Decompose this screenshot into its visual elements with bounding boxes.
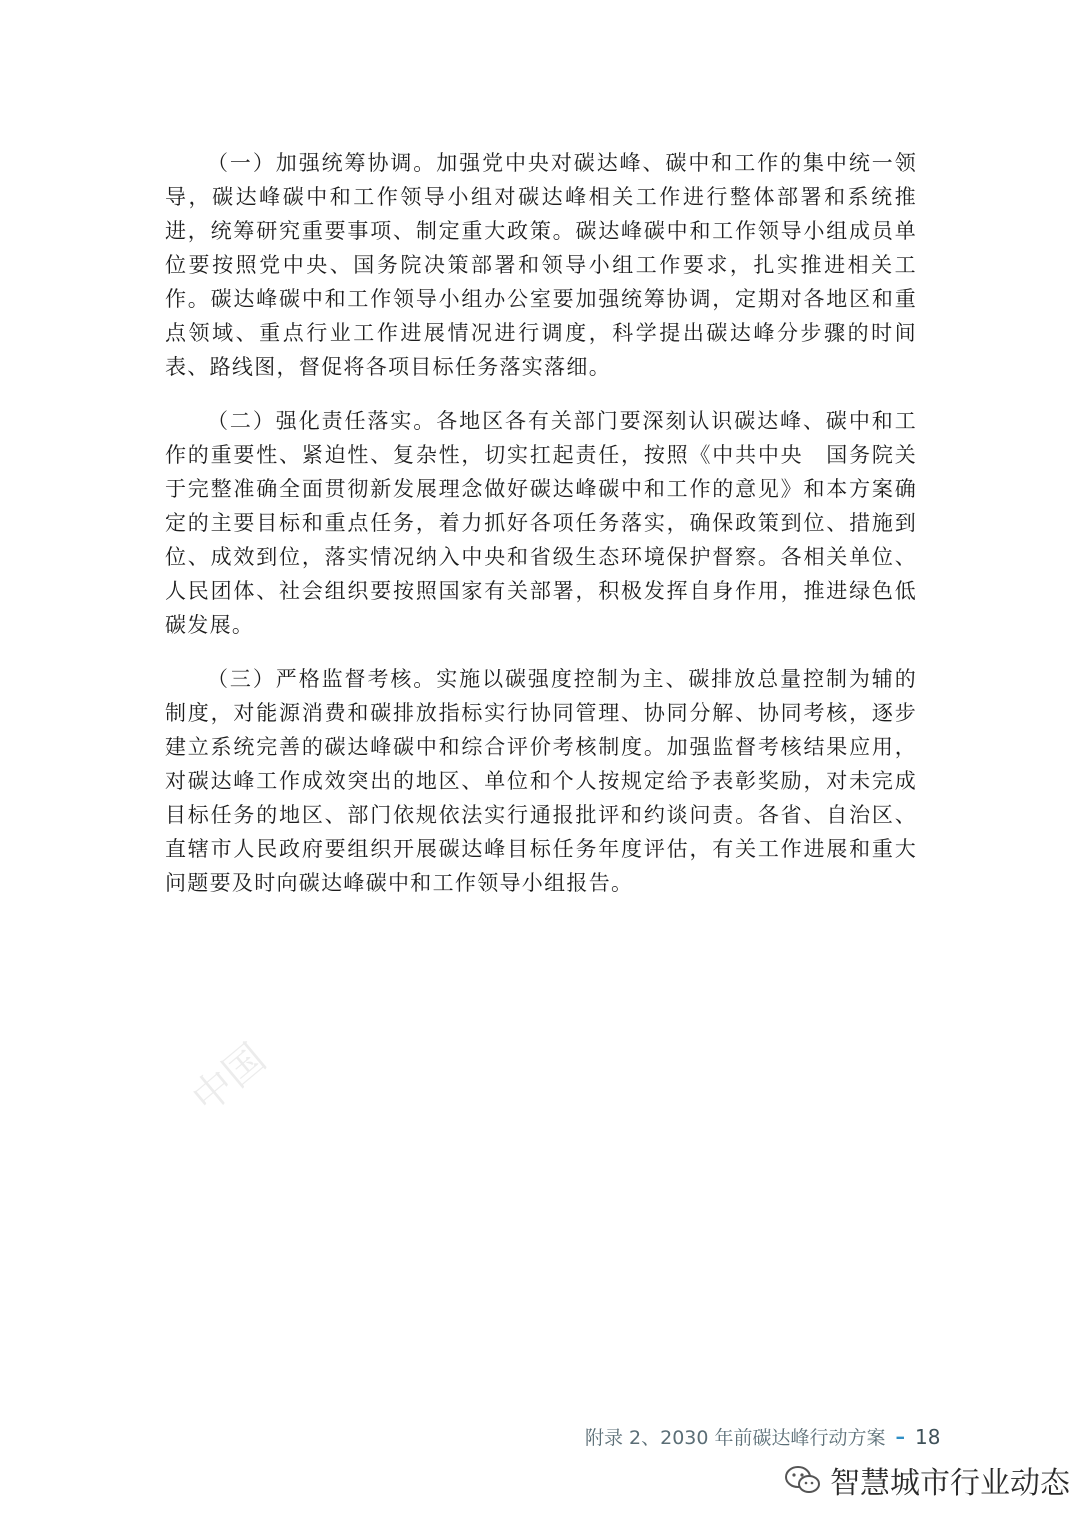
footer-title: 附录 2、2030 年前碳达峰行动方案 bbox=[585, 1427, 886, 1449]
account-name: 智慧城市行业动态 bbox=[830, 1466, 1070, 1501]
paragraph-responsibility bbox=[165, 404, 917, 642]
paragraph-text: 实施以碳强度控制为主、碳排放总量控制为辅的制度，对能源消费和碳排放指标实行协同管理、协同分解、协同考核，逐步建立系统完善的碳达峰碳中和综合评价考核制度。加强监督考核结果应用，对碳达峰工作成效突出的地区、单位和个人按规定给予表彰奖励，对未完成目标任务的地区、部门依规依法实行通报批评和约谈问责。各省、自治区、直辖市人民政府要组织开展碳达峰目标任务年度评估，有关工作进展和重大问题要及时向碳达峰碳中和工作领导小组报告。 bbox=[165, 667, 917, 895]
paragraph-heading: （三）严格监督考核。 bbox=[207, 667, 437, 691]
wechat-icon bbox=[784, 1464, 822, 1496]
paragraph-coordination bbox=[165, 146, 917, 384]
document-body bbox=[165, 146, 917, 920]
page-footer bbox=[585, 1423, 940, 1450]
watermark: 中国 bbox=[183, 1035, 275, 1123]
paragraph-text: 加强党中央对碳达峰、碳中和工作的集中统一领导，碳达峰碳中和工作领导小组对碳达峰相关工作进行整体部署和系统推进，统筹研究重要事项、制定重大政策。碳达峰碳中和工作领导小组成员单位要按照党中央、国务院决策部署和领导小组工作要求，扎实推进相关工作。碳达峰碳中和工作领导小组办公室要加强统筹协调，定期对各地区和重点领域、重点行业工作进展情况进行调度，科学提出碳达峰分步骤的时间表、路线图，督促将各项目标任务落实落细。 bbox=[165, 151, 917, 379]
account-watermark bbox=[784, 1458, 1070, 1502]
paragraph-heading: （一）加强统筹协调。 bbox=[207, 151, 437, 175]
paragraph-text: 各地区各有关部门要深刻认识碳达峰、碳中和工作的重要性、紧迫性、复杂性，切实扛起责任，按照《中共中央 国务院关于完整准确全面贯彻新发展理念做好碳达峰碳中和工作的意见》和本方案确定的主要目标和重点任务，着力抓好各项任务落实，确保政策到位、措施到位、成效到位，落实情况纳入中央和省级生态环境保护督察。各相关单位、人民团体、社会组织要按照国家有关部署，积极发挥自身作用，推进绿色低碳发展。 bbox=[165, 409, 917, 637]
page-number: 18 bbox=[915, 1424, 941, 1449]
paragraph-heading: （二）强化责任落实。 bbox=[207, 409, 437, 433]
footer-separator: – bbox=[895, 1425, 906, 1448]
paragraph-supervision bbox=[165, 662, 917, 900]
